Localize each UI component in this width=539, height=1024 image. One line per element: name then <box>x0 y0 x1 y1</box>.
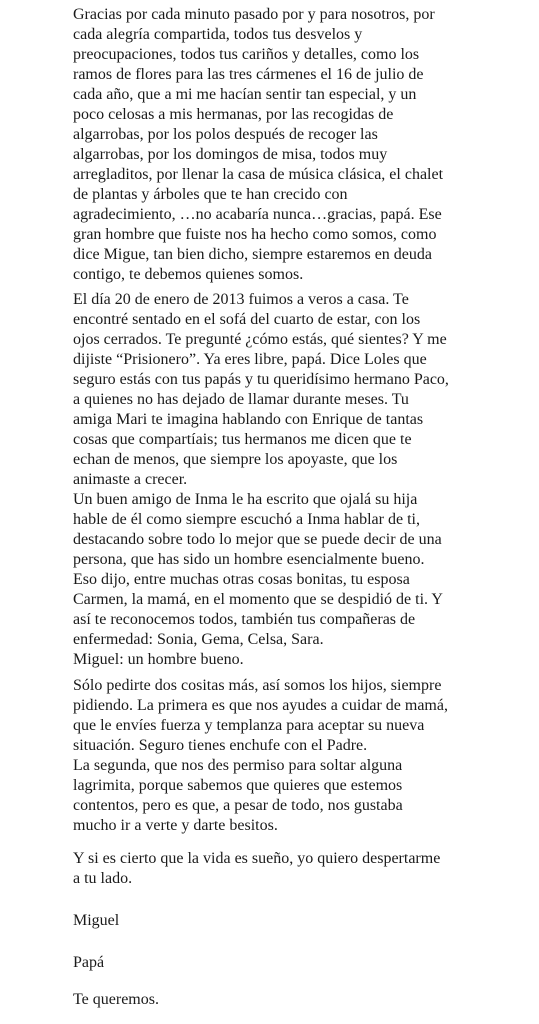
text-line: algarrobas, por los polos después de recoger las <box>73 126 378 143</box>
text-line: encontré sentado en el sofá del cuarto de estar, con los <box>73 311 421 328</box>
text-line: mucho ir a verte y darte besitos. <box>73 817 278 834</box>
paragraph-requests <box>73 676 539 836</box>
text-line: lagrimita, porque sabemos que quieres que estemos <box>73 777 403 794</box>
text-line: gran hombre que fuiste nos ha hecho como somos, como <box>73 226 437 243</box>
text-line: animaste a crecer. <box>73 471 188 488</box>
text-line: hable de él como siempre escuchó a Inma hablar de ti, <box>73 511 420 528</box>
text-line: Gracias por cada minuto pasado por y para nosotros, por <box>73 6 435 23</box>
closing-line <box>73 990 539 1010</box>
text-line: destacando sobre todo lo mejor que se puede decir de una <box>73 531 442 548</box>
text-line: Un buen amigo de Inma le ha escrito que ojalá su hija <box>73 491 418 508</box>
text-line: dijiste “Prisionero”. Ya eres libre, papá. Dice Loles que <box>73 351 427 368</box>
text-line: amiga Mari te imagina hablando con Enrique de tantas <box>73 411 424 428</box>
text-line: poco celosas a mis hermanas, por las recogidas de <box>73 106 394 123</box>
text-line: ojos cerrados. Te pregunté ¿cómo estás, qué sientes? Y me <box>73 331 447 348</box>
text-line: cada alegría compartida, todos tus desvelos y <box>73 26 363 43</box>
text-line: Miguel: un hombre bueno. <box>73 651 244 668</box>
text-line: arregladitos, por llenar la casa de música clásica, el chalet <box>73 166 444 183</box>
text-line: enfermedad: Sonia, Gema, Celsa, Sara. <box>73 631 324 648</box>
text-line: Miguel <box>73 912 120 929</box>
text-line: Papá <box>73 954 105 971</box>
text-line: Te queremos. <box>73 991 159 1008</box>
text-line: que le envíes fuerza y templanza para aceptar su nueva <box>73 717 425 734</box>
text-line: cosas que compartíais; tus hermanos me dicen que te <box>73 431 412 448</box>
paragraph-gratitude <box>73 5 539 285</box>
text-line: Eso dijo, entre muchas otras cosas bonitas, tu esposa <box>73 571 410 588</box>
paragraph-january-visit <box>73 290 539 670</box>
text-line: Carmen, la mamá, en el momento que se despidió de ti. Y <box>73 591 443 608</box>
text-line: persona, que has sido un hombre esencialmente bueno. <box>73 551 425 568</box>
text-line: Sólo pedirte dos cositas más, así somos los hijos, siempre <box>73 677 442 694</box>
signature-miguel <box>73 911 539 931</box>
text-line: La segunda, que nos des permiso para soltar alguna <box>73 757 403 774</box>
text-line: de plantas y árboles que te han crecido con <box>73 186 348 203</box>
text-line: contigo, te debemos quienes somos. <box>73 266 304 283</box>
text-line: Y si es cierto que la vida es sueño, yo quiero despertarme <box>73 850 441 867</box>
text-line: a quienes no has dejado de llamar durante meses. Tu <box>73 391 409 408</box>
text-line: situación. Seguro tienes enchufe con el Padre. <box>73 737 368 754</box>
text-line: echan de menos, que siempre los apoyaste, que los <box>73 451 398 468</box>
text-line: dice Migue, tan bien dicho, siempre estaremos en deuda <box>73 246 432 263</box>
text-line: pidiendo. La primera es que nos ayudes a cuidar de mamá, <box>73 697 448 714</box>
text-line: así te reconocemos todos, también tus compañeras de <box>73 611 416 628</box>
text-line: algarrobas, por los domingos de misa, todos muy <box>73 146 388 163</box>
text-line: contentos, pero es que, a pesar de todo, nos gustaba <box>73 797 403 814</box>
paragraph-dream <box>73 849 539 889</box>
text-line: cada año, que a mi me hacían sentir tan especial, y un <box>73 86 417 103</box>
text-line: preocupaciones, todos tus cariños y detalles, como los <box>73 46 420 63</box>
text-line: agradecimiento, …no acabaría nunca…gracias, papá. Ese <box>73 206 442 223</box>
text-line: a tu lado. <box>73 870 133 887</box>
signature-papa <box>73 953 539 973</box>
text-line: ramos de flores para las tres cármenes el 16 de julio de <box>73 66 424 83</box>
text-line: seguro estás con tus papás y tu queridísimo hermano Paco, <box>73 371 449 388</box>
text-line: El día 20 de enero de 2013 fuimos a veros a casa. Te <box>73 291 409 308</box>
